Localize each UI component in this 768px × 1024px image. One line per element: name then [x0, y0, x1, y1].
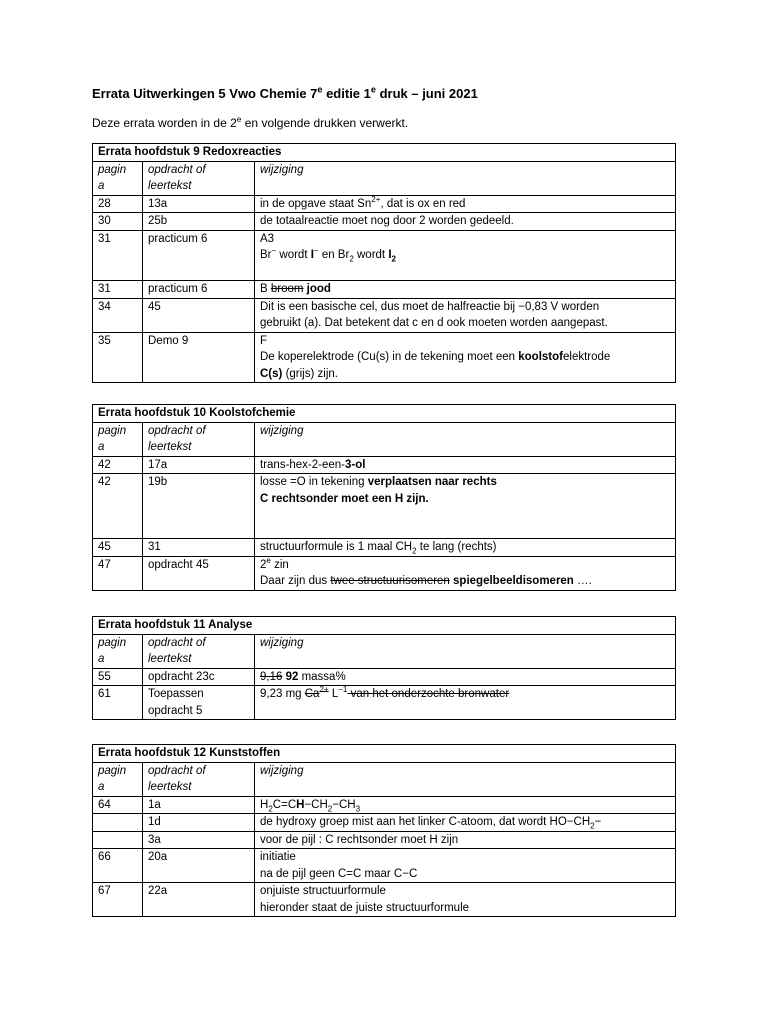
table-row: 28 13a in de opgave staat $Sn^{2+}$, dat is ox en red [93, 195, 676, 213]
table-row: 3a voor de pijl : C rechtsonder moet H zijn [93, 831, 676, 849]
table-row: 30 25b de totaalreactie moet nog door 2 worden gedeeld. [93, 213, 676, 231]
table-row: 42 19b losse =O in tekening verplaatsen naar rechts C rechtsonder moet een H zijn. [93, 474, 676, 539]
table-row: 34 45 Dit is een basische cel, dus moet de halfreactie bij −0,83 V worden gebruikt (a). Dat betekent dat c en d ook moeten worden aangepast. [93, 298, 676, 332]
table-row: 31 practicum 6 B broom jood [93, 281, 676, 299]
document-title: Errata Uitwerkingen 5 Vwo Chemie 7e editie 1e druk – juni 2021 [92, 84, 478, 101]
column-header-row: pagin a opdracht of leertekst wijziging [93, 634, 676, 668]
errata-table-ch12 [92, 744, 676, 917]
column-header-row: pagin a opdracht of leertekst wijziging [93, 161, 676, 195]
errata-table-ch10 [92, 404, 676, 591]
table-row: 47 opdracht 45 2e zin Daar zijn dus twee structuurisomeren spiegelbeeldisomeren …. [93, 556, 676, 590]
column-header-row: pagin a opdracht of leertekst wijziging [93, 762, 676, 796]
table-row: 67 22a onjuiste structuurformule hieronder staat de juiste structuurformule [93, 883, 676, 917]
errata-table-ch9 [92, 143, 676, 383]
table-row: 35 Demo 9 F De koperelektrode (Cu(s) in de tekening moet een koolstofelektrode C(s) (grijs) zijn. [93, 332, 676, 383]
table-title: Errata hoofdstuk 10 Koolstofchemie [93, 405, 676, 423]
table-row: 61 Toepassen opdracht 5 9,23 mg $Ca^{2+}$ $L^{-1}$ van het onderzochte bronwater [93, 686, 676, 720]
intro-text: Deze errata worden in de 2e en volgende drukken verwerkt. [92, 114, 409, 130]
table-row: 55 opdracht 23c 9,16 92 massa% [93, 668, 676, 686]
table-row: 66 20a initiatie na de pijl geen C=C maar C−C [93, 849, 676, 883]
table-title: Errata hoofdstuk 12 Kunststoffen [93, 745, 676, 763]
table-title: Errata hoofdstuk 11 Analyse [93, 617, 676, 635]
table-row: 45 31 structuurformule is 1 maal $CH_2$ te lang (rechts) [93, 539, 676, 557]
column-header-row: pagin a opdracht of leertekst wijziging [93, 422, 676, 456]
table-row: 31 practicum 6 A3 Br− wordt I− en $Br_2$ wordt $I_2$ [93, 230, 676, 281]
errata-table-ch11 [92, 616, 676, 720]
table-row: 64 1a $H_2C=CH-CH_2-CH_3$ [93, 796, 676, 814]
table-row: 1d de hydroxy groep mist aan het linker C-atoom, dat wordt $HO-CH_2-$ [93, 814, 676, 832]
table-row: 42 17a trans-hex-2-een-3-ol [93, 456, 676, 474]
table-title: Errata hoofdstuk 9 Redoxreacties [93, 144, 676, 162]
